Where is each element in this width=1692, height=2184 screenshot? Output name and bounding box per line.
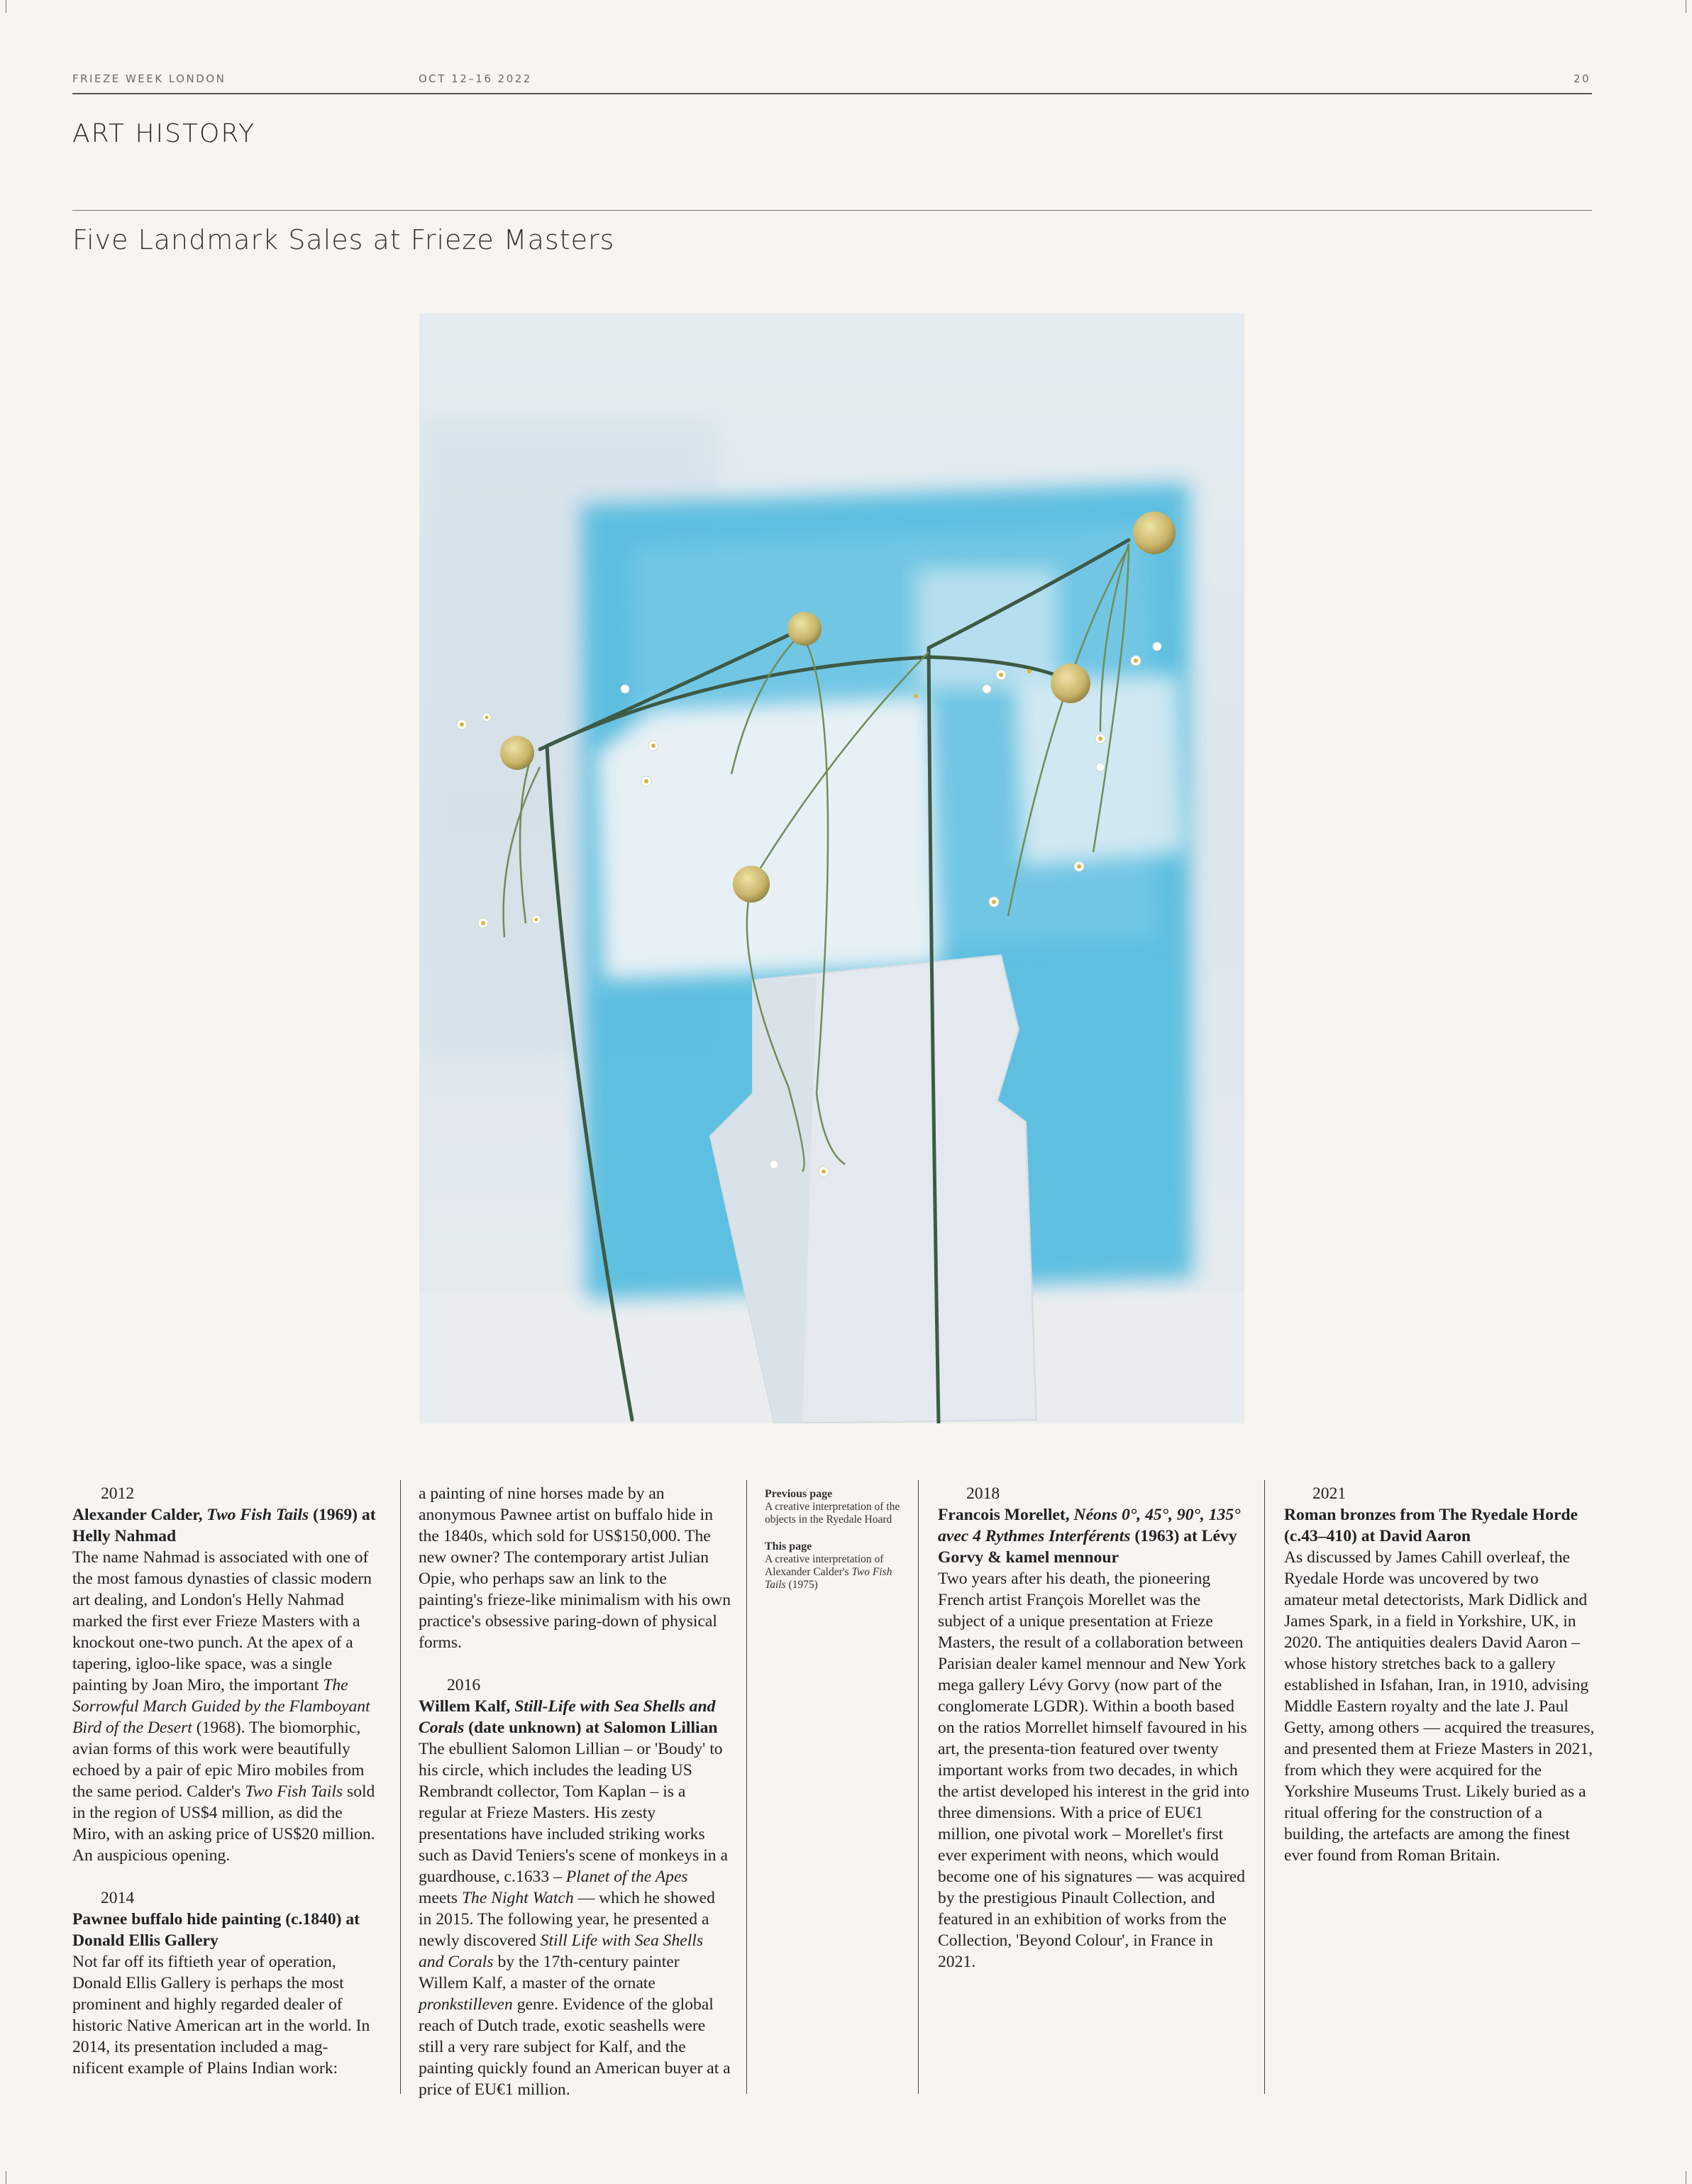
column-5 [1284,1483,1596,1866]
feature-photo [419,313,1244,1423]
caption-label-this: This page [765,1540,812,1552]
article-headline: Five Landmark Sales at Frieze Masters [72,224,615,255]
title-text: (date unknown) at Salomon Lillian [464,1719,718,1737]
body-italic: The Night Watch [461,1889,574,1907]
entry-year: 2012 [101,1484,135,1503]
title-text: Francois Morellet, [938,1506,1074,1524]
photo-captions [765,1488,907,1592]
body-text: sold in the region of US$4 million, as did the Miro, with an asking price of US$20 million. An auspicious opening. [72,1782,375,1865]
publication-name: FRIEZE WEEK LONDON [72,72,226,85]
body-italic: Planet of the Apes [565,1868,688,1886]
body-text: The ebullient Salomon Lillian – or 'Boudy' to his circle, which includes the leading US Rembrandt collector, Tom Kaplan – is a regular at Frieze Masters. His zesty presentations have included striking works such as David Teniers's scene of monkeys in a guardhouse, c.1633 – [419,1740,728,1886]
page-number: 20 [1574,72,1591,85]
entry-body: a painting of nine horses made by an anonymous Pawnee artist on buffalo hide in the 1840s, which sold for US$150,000. The new owner? The contemporary artist Julian Opie, who perhaps saw an link to the painting's frieze-like minimalism with his own practice's obsessive paring-down of physical forms. [419,1484,731,1652]
title-text: (1969) at Helly Nahmad [72,1506,376,1545]
body-text: by the 17th-century painter Willem Kalf, a master of the ornate [419,1953,680,1992]
column-divider [746,1480,747,2094]
entry-year: 2018 [966,1484,1000,1503]
body-italic: Still Life with Sea Shells and Corals [419,1931,704,1971]
title-text: Alexander Calder, [72,1506,207,1524]
body-italic: Two Fish Tails [245,1782,343,1801]
entry-body [419,1738,731,2100]
body-italic: pronkstilleven [419,1995,513,2014]
section-title: ART HISTORY [72,119,256,148]
title-italic: Néons 0°, 45°, 90°, 135° avec 4 Rythmes Interférents [938,1506,1241,1545]
caption-italic: Two Fish Tails [765,1566,892,1591]
title-text: (1963) at Lévy Gorvy & kamel mennour [938,1527,1237,1567]
caption-label-previous: Previous page [765,1488,833,1500]
body-text: — which he showed in 2015. The following year, he presented a newly discovered [419,1889,715,1950]
body-text: meets [419,1889,462,1907]
entry-year: 2014 [101,1889,135,1907]
column-divider [400,1480,401,2094]
section-rule [72,210,1592,211]
caption-text: A creative interpretation of Alexander Calder's [765,1553,884,1578]
entry-body: As discussed by James Cahill overleaf, the Ryedale Horde was uncovered by two amateur metal detectorists, Mark Didlick and James Spark, in a field in Yorkshire, UK, in 2020. The antiquities dealers David Aaron – whose history stretches back to a gallery established in Isfahan, Iran, in 1910, advising Middle Eastern royalty and the late J. Paul Getty, among others — acquired the treasures, and presented them at Frieze Masters in 2021, from which they were acquired for the Yorkshire Museums Trust. Likely buried as a ritual offering for the construction of a building, the artefacts are among the finest ever found from Roman Britain. [1284,1548,1595,1865]
column-divider [1264,1480,1265,2094]
caption-text-previous: A creative interpretation of the objects in the Ryedale Hoard [765,1501,900,1526]
entry-year: 2021 [1312,1484,1347,1503]
entry-title [938,1504,1250,1568]
entry-title [419,1696,731,1738]
entry-year: 2016 [447,1676,481,1694]
issue-dates: OCT 12–16 2022 [419,72,532,85]
entry-title: Pawnee buffalo hide painting (c.1840) at Donald Ellis Gallery [72,1910,360,1950]
body-text: genre. Evidence of the global reach of Dutch trade, exotic seashells were still a very rare subject for Kalf, and the painting quickly found an American buyer at a price of EU€1 million. [419,1995,731,2099]
flower-sculpture-photo [419,313,1244,1423]
entry-title: Roman bronzes from The Ryedale Horde (c.43–410) at David Aaron [1284,1506,1578,1545]
title-italic: Two Fish Tails [206,1506,309,1524]
column-1 [72,1483,379,2079]
body-text: (1968). The biomorphic, avian forms of this work were beautifully echoed by a pair of epic Miro mobiles from the same period. Calder's [72,1719,365,1801]
column-divider [918,1480,919,2094]
caption-text: (1975) [785,1579,818,1591]
entry-body [72,1547,379,1866]
title-text: Willem Kalf, [419,1697,515,1716]
header-rule [72,93,1592,94]
column-2 [419,1483,731,2100]
title-italic: Still-Life with Sea Shells and Corals [419,1697,716,1737]
entry-body: Two years after his death, the pioneering French artist François Morellet was the subject of a unique presentation at Frieze Masters, the result of a collaboration between Parisian dealer kamel mennour and New York mega gallery Lévy Gorvy (now part of the conglomerate LGDR). Within a booth based on the ratios Morrellet himself favoured in his art, the presenta-tion featured over twenty important works from two decades, in which the artist developed his interest in the grid into three dimensions. With a price of EU€1 million, one pivotal work – Morellet's first ever experiment with neons, which would become one of his signatures — was acquired by the prestigious Pinault Collection, and featured in an exhibition of works from the Collection, 'Beyond Colour', in France in 2021. [938,1570,1250,1971]
body-italic: The Sorrowful March Guided by the Flamboyant Bird of the Desert [72,1676,370,1737]
column-4 [938,1483,1250,1973]
caption-text-this [765,1553,892,1591]
body-text: The name Nahmad is associated with one of the most famous dynasties of classic modern art dealing, and London's Helly Nahmad marked the first ever Frieze Masters with a knockout one-two punch. At the apex of a tapering, igloo-like space, was a single painting by Joan Miro, the important [72,1548,372,1694]
entry-title [72,1504,379,1547]
entry-body: Not far off its fiftieth year of operation, Donald Ellis Gallery is perhaps the most prominent and highly regarded dealer of historic Native American art in the world. In 2014, its presentation included a mag-nificent example of Plains Indian work: [72,1953,370,2078]
